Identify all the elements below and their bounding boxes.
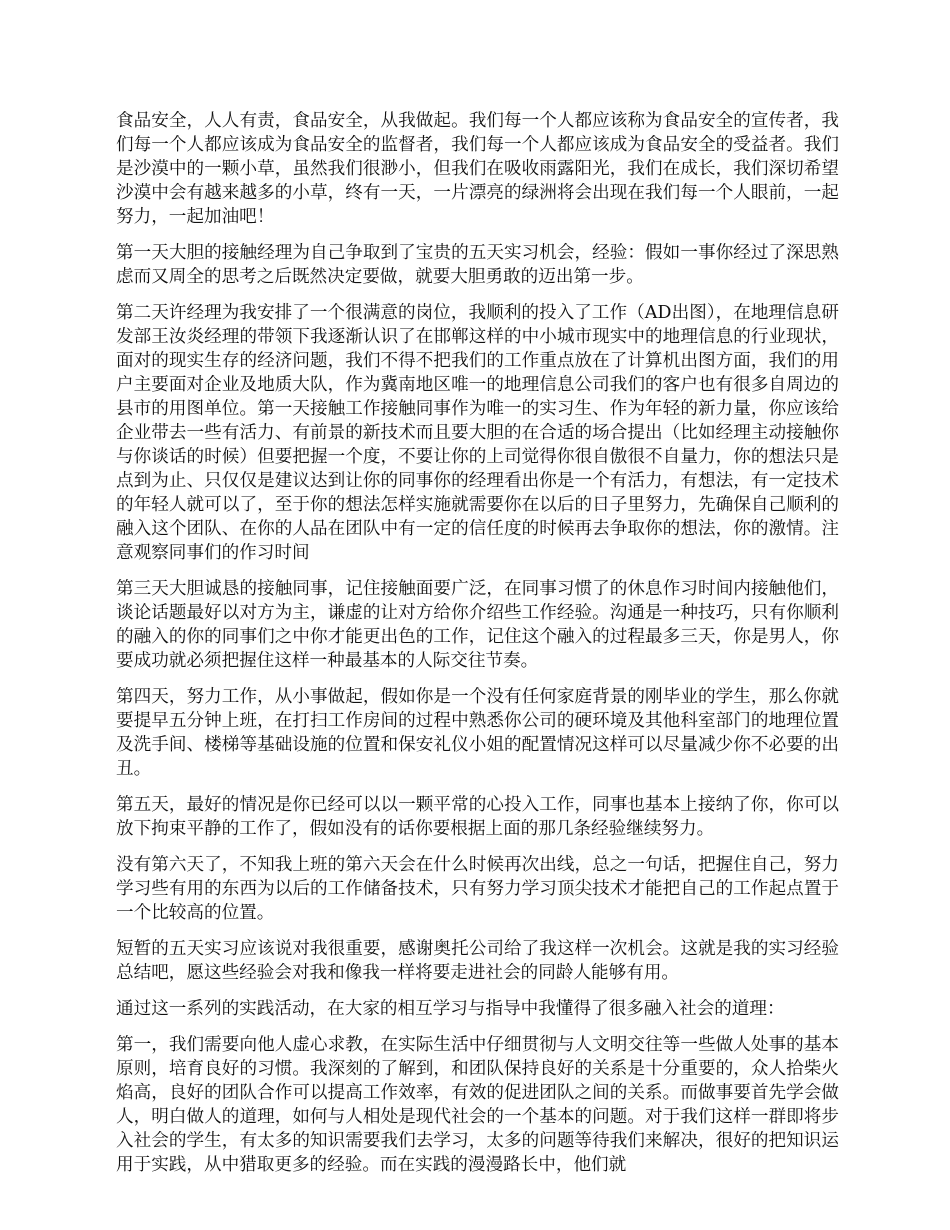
paragraph-lessons-intro: 通过这一系列的实践活动，在大家的相互学习与指导中我懂得了很多融入社会的道理： (116, 999, 785, 1019)
paragraph-summary: 短暂的五天实习应该说对我很重要，感谢奥托公司给了我这样一次机会。这就是我的实习经验总结吧，愿这些经验会对我和像我一样将要走进社会的同龄人能够有用。 (116, 939, 839, 983)
paragraph-day-two: 第二天许经理为我安排了一个很满意的岗位，我顺利的投入了工作（AD出图），在地理信息研发部王汝炎经理的带领下我逐渐认识了在邯郸这样的中小城市现实中的地理信息的行业现状，面对的现实生存的经济问题，我们不得不把我们的工作重点放在了计算机出图方面，我们的用户主要面对企业及地质大队，作为冀南地区唯一的地理信息公司我们的客户也有很多自周边的县市的用图单位。第一天接触工作接触同事作为唯一的实习生、作为年轻的新力量，你应该给企业带去一些有活力、有前景的新技术而且要大胆的在合适的场合提出（比如经理主动接触你与你谈话的时候）但要把握一个度，不要让你的上司觉得你很自傲很不自量力，你的想法只是点到为止、只仅仅是建议达到让你的同事你的经理看出你是一个有活力，有想法，有一定技术的年轻人就可以了，至于你的想法怎样实施就需要你在以后的日子里努力，先确保自己顺利的融入这个团队、在你的人品在团队中有一定的信任度的时候再去争取你的想法，你的激情。注意观察同事们的作习时间 (116, 303, 839, 563)
paragraph-day-five: 第五天，最好的情况是你已经可以以一颗平常的心投入工作，同事也基本上接纳了你，你可以放下拘束平静的工作了，假如没有的话你要根据上面的那几条经验继续努力。 (116, 795, 839, 839)
paragraph-day-one: 第一天大胆的接触经理为自己争取到了宝贵的五天实习机会，经验：假如一事你经过了深思熟虑而又周全的思考之后既然决定要做，就要大胆勇敢的迈出第一步。 (116, 243, 839, 287)
paragraph-day-three: 第三天大胆诚恳的接触同事，记住接触面要广泛，在同事习惯了的休息作习时间内接触他们，谈论话题最好以对方为主，谦虚的让对方给你介绍些工作经验。沟通是一种技巧，只有你顺利的融入的你的同事们之中你才能更出色的工作，记住这个融入的过程最多三天，你是男人，你要成功就必须把握住这样一种最基本的人际交往节奏。 (116, 579, 839, 671)
paragraph-food-safety: 食品安全，人人有责，食品安全，从我做起。我们每一个人都应该称为食品安全的宣传者，我们每一个人都应该成为食品安全的监督者，我们每一个人都应该成为食品安全的受益者。我们是沙漠中的一颗小草，虽然我们很渺小，但我们在吸收雨露阳光，我们在成长，我们深切希望沙漠中会有越来越多的小草，终有一天，一片漂亮的绿洲将会出现在我们每一个人眼前，一起努力，一起加油吧！ (116, 111, 839, 227)
paragraph-day-four: 第四天，努力工作，从小事做起，假如你是一个没有任何家庭背景的刚毕业的学生，那么你就要提早五分钟上班，在打扫工作房间的过程中熟悉你公司的硬环境及其他科室部门的地理位置及洗手间、楼梯等基础设施的位置和保安礼仪小姐的配置情况这样可以尽量减少你不必要的出丑。 (116, 687, 839, 779)
paragraph-no-day-six: 没有第六天了，不知我上班的第六天会在什么时候再次出线，总之一句话，把握住自己，努力学习些有用的东西为以后的工作储备技术，只有努力学习顶尖技术才能把自己的工作起点置于一个比较高的位置。 (116, 855, 839, 923)
document-page (116, 109, 839, 1189)
paragraph-lesson-one: 第一，我们需要向他人虚心求教，在实际生活中仔细贯彻与人文明交往等一些做人处事的基本原则，培育良好的习惯。我深刻的了解到，和团队保持良好的关系是十分重要的，众人拾柴火焰高，良好的团队合作可以提高工作效率，有效的促进团队之间的关系。而做事要首先学会做人，明白做人的道理，如何与人相处是现代社会的一个基本的问题。对于我们这样一群即将步入社会的学生，有太多的知识需要我们去学习，太多的问题等待我们来解决，很好的把知识运用于实践，从中猎取更多的经验。而在实践的漫漫路长中，他们就 (116, 1035, 839, 1175)
